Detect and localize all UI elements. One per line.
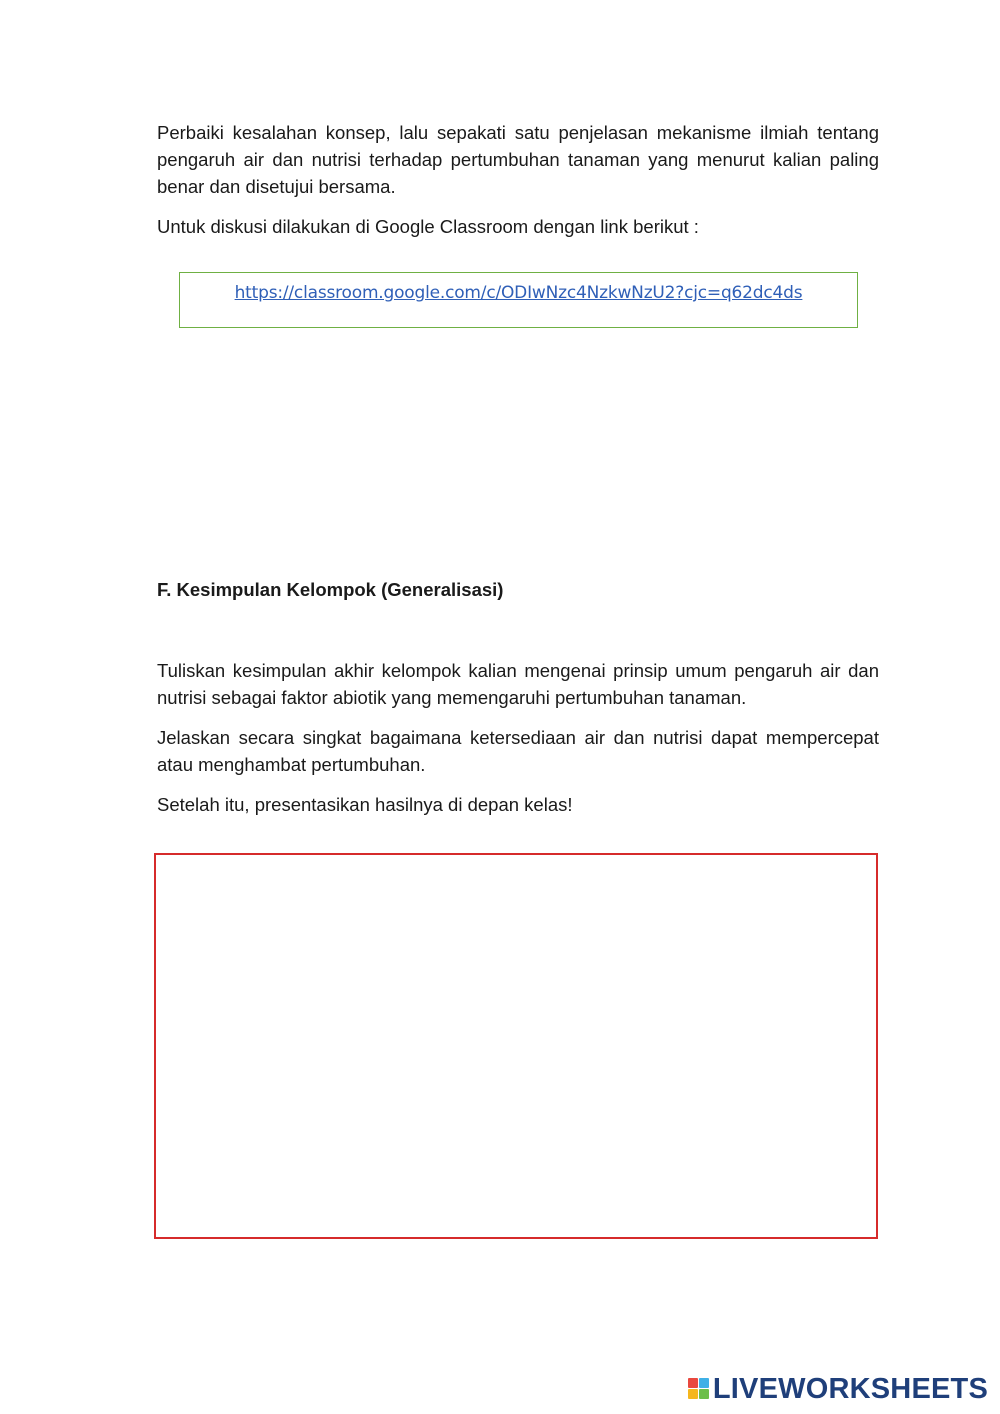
liveworksheets-logo-icon [688,1378,710,1400]
conclusion-instruction: Tuliskan kesimpulan akhir kelompok kalian mengenai prinsip umum pengaruh air dan nutrisi sebagai faktor abiotik yang memengaruhi pertumbuhan tanaman. [157,660,879,708]
classroom-link[interactable]: https://classroom.google.com/c/ODIwNzc4NzkwNzU2?cjc=q62dc4ds [234,283,803,303]
instruction-paragraph: Perbaiki kesalahan konsep, lalu sepakati satu penjelasan mekanisme ilmiah tentang pengaruh air dan nutrisi terhadap pertumbuhan tanaman yang menurut kalian paling benar dan disetujui bersama. [157,122,879,197]
explanation-instruction: Jelaskan secara singkat bagaimana ketersediaan air dan nutrisi dapat mempercepat atau menghambat pertumbuhan. [157,727,879,775]
presentation-instruction: Setelah itu, presentasikan hasilnya di depan kelas! [157,794,573,815]
section-heading: F. Kesimpulan Kelompok (Generalisasi) [157,579,504,600]
answer-text-area[interactable] [154,853,878,1239]
liveworksheets-brand [688,1374,988,1404]
brand-name: LIVEWORKSHEETS [712,1372,988,1405]
classroom-link-box [179,272,858,328]
discussion-note: Untuk diskusi dilakukan di Google Classroom dengan link berikut : [157,216,699,237]
